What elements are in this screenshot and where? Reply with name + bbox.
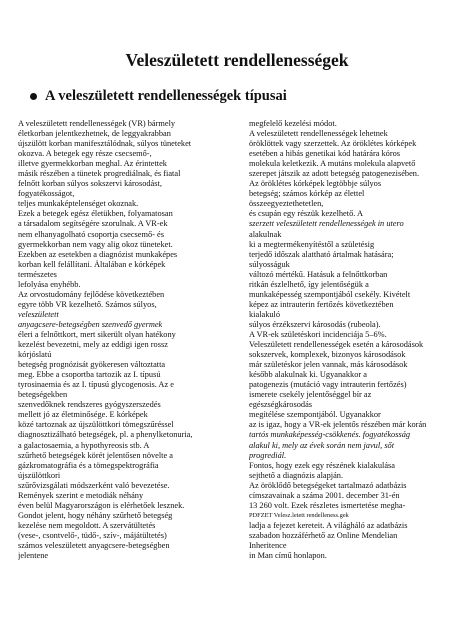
left-text-column bbox=[18, 119, 244, 561]
right-text-column bbox=[249, 119, 465, 561]
text-line: öröklöttek vagy szerzettek. Az öröklétes kórképek bbox=[249, 139, 417, 149]
section-heading bbox=[30, 88, 287, 105]
text-line: tartós munkaképesség-csökkenés. fogyatékosság bbox=[249, 430, 411, 440]
text-line: szerzett veleszületett rendellenességek in utero bbox=[249, 219, 404, 229]
text-line: progrediál. bbox=[249, 450, 287, 460]
text-line: kórjóslatú bbox=[18, 350, 52, 360]
text-line: Az orvostudomány fejlődése következtében bbox=[18, 289, 165, 299]
text-line: Remények szerint e metodiák néhány bbox=[18, 490, 144, 500]
text-line: alakulnak bbox=[249, 229, 282, 239]
text-line: másik részében a tünetek progrediálnak, és fiatal bbox=[18, 169, 181, 179]
text-line: terjedő időszak alattható ártalmak hatására; bbox=[249, 249, 394, 259]
text-line: veleszületett bbox=[18, 309, 59, 319]
text-line: mellett jó az életminősége. E kórképek bbox=[18, 410, 148, 420]
text-line: a társadalom segítségére szorulnak. A VR-ek bbox=[18, 219, 168, 229]
text-line: (vese-, csontvelő-, tüdő-, szív-, májátültetés) bbox=[18, 530, 167, 540]
text-line: újszülöttkori bbox=[18, 470, 61, 480]
text-line: később alakulnak ki. Ugyanakkor a bbox=[249, 370, 367, 380]
text-line: megfelelő kezelési módot. bbox=[249, 119, 337, 128]
text-line: nem elhanyagolható csoportja csecsemő- és bbox=[18, 229, 164, 239]
text-line: Veleszületett rendellenességek esetén a károsodások bbox=[249, 340, 424, 350]
text-line: 13 260 volt. Ezek részletes ismertetése megha- bbox=[249, 500, 406, 510]
text-line: sejthető a diagnózis alapján. bbox=[249, 470, 344, 480]
text-line: kialakuló bbox=[249, 309, 281, 319]
text-line: molekula keletkezik. A mutáns molekula alapvető bbox=[249, 159, 416, 169]
text-line: felnőtt korban súlyos sokszervi károsodást, bbox=[18, 179, 162, 189]
text-line: Az öröklétes kórképek legtöbbje súlyos bbox=[249, 179, 382, 189]
text-line: szűrhető betegségek körét jelentősen növelte a bbox=[18, 450, 173, 460]
text-line: munkaképesség szempontjából csekély. Kivételt bbox=[249, 289, 411, 299]
text-line: patogenezis (mutáció vagy intrauterin fertőzés) bbox=[249, 380, 407, 390]
text-line: PDFZET Velesz.letett rendelleness.gek bbox=[249, 511, 349, 519]
text-line: címszavainak a száma 2001. december 31-én bbox=[249, 490, 400, 500]
text-line: Inheritence bbox=[249, 540, 287, 550]
text-line: in Man című honlapon. bbox=[249, 551, 327, 561]
text-line: kezelést bevezetni, mely az eddigi igen rossz bbox=[18, 340, 168, 350]
text-line: és csupán egy részük kezelhető. A bbox=[249, 209, 363, 219]
text-line: ladja a fejezet kereteit. A világháló az adatbázis bbox=[249, 520, 408, 530]
text-line: Ezek a betegek egész életükben, folyamatosan bbox=[18, 209, 173, 219]
text-line: A VR-ek születéskori incidenciája 5–6%. bbox=[249, 329, 387, 339]
text-line: gyermekkorban nem vagy alig okoz tüneteket. bbox=[18, 239, 173, 249]
page-title: Veleszületett rendellenességek bbox=[125, 50, 349, 70]
section-heading-text: A veleszületett rendellenességek típusai bbox=[45, 88, 287, 104]
text-line: korban kell felállítani. Általában e kórképek bbox=[18, 259, 166, 269]
text-line: alakul ki, mely az évek során nem javul, sőt bbox=[249, 440, 395, 450]
text-line: újszülött korban manifesztálódnak, súlyos tüneteket bbox=[18, 139, 192, 149]
text-line: anyagcsere-betegségben szenvedő gyermek bbox=[18, 319, 163, 329]
text-line: kezelése nem megoldott. A szervátültetés bbox=[18, 520, 156, 530]
text-line: Gondot jelent, hogy néhány szűrhető betegség bbox=[18, 510, 173, 520]
text-line: képez az intrauterin fertőzés következtében bbox=[249, 299, 394, 309]
text-line: betegség; számos kórkép az élettel bbox=[249, 189, 365, 199]
text-line: ismerete csekély jelentőséggel bír az bbox=[249, 390, 372, 400]
text-line: szabadon hozzáférhető az Online Mendelian bbox=[249, 530, 398, 540]
text-line: tyrosinaemia és az I. típusú glycogenosis. Az e bbox=[18, 380, 174, 390]
text-line: fogyatékosságot, bbox=[18, 189, 75, 199]
text-line: életkorban jelentkezhetnek, de leggyakrabban bbox=[18, 129, 171, 139]
text-line: illetve gyermekkorban meghal. Az érintettek bbox=[18, 159, 167, 169]
text-line: természetes bbox=[18, 269, 57, 279]
text-line: meg. Ebbe a csoportba tartozik az I. típusú bbox=[18, 370, 161, 380]
text-line: szűrővizsgálati módszerként való bevezetése. bbox=[18, 480, 170, 490]
text-line: betegségekben bbox=[18, 390, 68, 400]
text-line: súlyosságuk bbox=[249, 259, 290, 269]
text-line: Az öröklődő betegségeket tartalmazó adatbázis bbox=[249, 480, 407, 490]
text-line: Fontos, hogy ezek egy részének kialakulása bbox=[249, 460, 395, 470]
text-line: Ezekben az esetekben a diagnózist munkaképes bbox=[18, 249, 178, 259]
text-line: jelentene bbox=[18, 551, 49, 561]
text-line: súlyos érzékszervi károsodás (rubeola). bbox=[249, 319, 381, 329]
text-line: egészségkárosodás bbox=[249, 400, 313, 410]
text-line: diagnosztizálható betegségek, pl. a phenylketonuria, bbox=[18, 430, 193, 440]
text-line: egyre több VR kezelhető. Számos súlyos, bbox=[18, 299, 157, 309]
text-line: éleri a felnőttkort, mert sikerült olyan hatékony bbox=[18, 329, 176, 339]
text-line: ritkán észlelhető, így jelentőségük a bbox=[249, 279, 369, 289]
text-line: esetében a hibás genetikai kód határára kóros bbox=[249, 149, 401, 159]
text-line: betegség prognózisát gyökeresen változtatta bbox=[18, 360, 166, 370]
text-line: okozva. A betegek egy része csecsemő-, bbox=[18, 149, 152, 159]
text-line: éven belül Magyarországon is elérhetőek lesznek. bbox=[18, 500, 185, 510]
text-line: gázkromatográfia és a tömegspektrográfia bbox=[18, 460, 159, 470]
text-line: teljes munkaképtelenséget okoznak. bbox=[18, 199, 139, 209]
text-line: A veleszületett rendellenességek lehetnek bbox=[249, 129, 388, 139]
text-line: A veleszületett rendellenességek (VR) bármely bbox=[18, 119, 176, 128]
text-line: sokszervek, komplexek, bizonyos károsodások bbox=[249, 350, 406, 360]
text-line: az is igaz, hogy a VR-ek jelentős részében már korán bbox=[249, 420, 427, 430]
text-line: megítélése szempontjából. Ugyanakkor bbox=[249, 410, 381, 420]
text-line: szerepet játszik az adott betegség patogenezisében. bbox=[249, 169, 420, 179]
text-line: már születéskor jelen vannak, más károsodások bbox=[249, 360, 408, 370]
text-line: a galactosaemia, a hypothyreosis stb. A bbox=[18, 440, 150, 450]
text-line: ki a megtermékenyítéstől a születésig bbox=[249, 239, 375, 249]
text-line: szenvedőknek rendszeres gyógyszerszedés bbox=[18, 400, 161, 410]
text-line: közé tartoznak az újszülöttkori tömegszűréssel bbox=[18, 420, 174, 430]
text-line: számos veleszületett anyagcsere-betegségben bbox=[18, 540, 170, 550]
text-line: lefolyása enyhébb. bbox=[18, 279, 81, 289]
bullet-icon bbox=[30, 93, 37, 100]
text-line: összeegyeztethetetlen, bbox=[249, 199, 324, 209]
text-line: változó mértékű. Hatásuk a felnőttkorban bbox=[249, 269, 388, 279]
